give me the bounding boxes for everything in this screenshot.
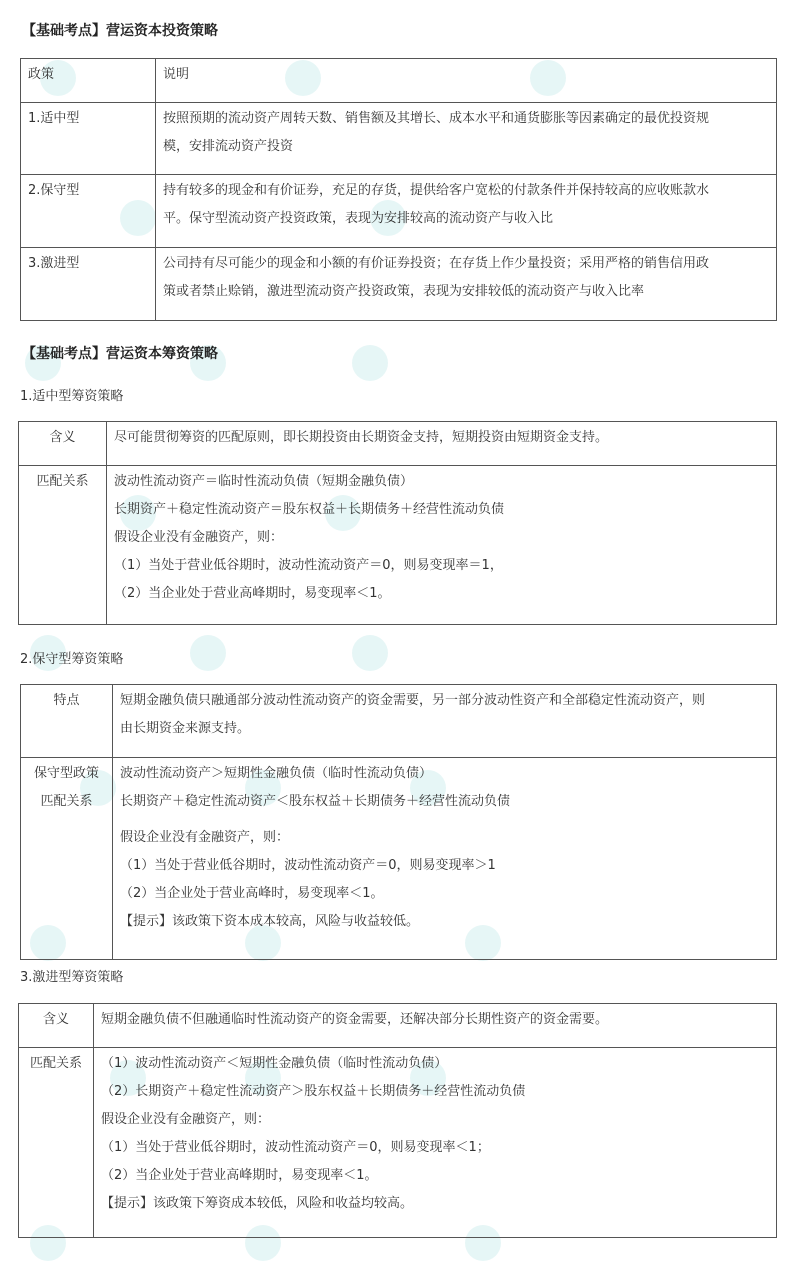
table-row bbox=[21, 103, 777, 175]
moderate-financing-table bbox=[18, 421, 777, 625]
subtitle-conservative-financing: 2.保守型筹资策略 bbox=[20, 652, 124, 667]
table-row bbox=[19, 1004, 777, 1048]
row-content: 尽可能贯彻筹资的匹配原则，即长期投资由长期资金支持，短期投资由短期资金支持。 bbox=[107, 422, 777, 466]
subtitle-moderate-financing: 1.适中型筹资策略 bbox=[20, 389, 124, 404]
row-label: 特点 bbox=[21, 685, 113, 758]
table-row bbox=[19, 1048, 777, 1238]
spacer bbox=[120, 816, 770, 824]
table-row bbox=[21, 685, 777, 758]
watermark-logo bbox=[190, 635, 226, 671]
row-content: 短期金融负债不但融通临时性流动资产的资金需要，还解决部分长期性资产的资金需要。 bbox=[94, 1004, 777, 1048]
watermark-logo bbox=[352, 635, 388, 671]
table-row bbox=[21, 175, 777, 248]
aggressive-financing-table bbox=[18, 1003, 777, 1238]
table-row bbox=[21, 758, 777, 960]
row-label: 匹配关系 bbox=[19, 1048, 94, 1238]
policy-name: 1.适中型 bbox=[21, 103, 156, 175]
row-label: 匹配关系 bbox=[19, 466, 107, 625]
watermark-logo bbox=[352, 345, 388, 381]
policy-name: 3.激进型 bbox=[21, 248, 156, 321]
header-description: 说明 bbox=[156, 59, 777, 103]
row-content: 波动性流动资产＝临时性流动负债（短期金融负债） 长期资产＋稳定性流动资产＝股东权益＋长期债务＋经营性流动负债 假设企业没有金融资产，则： （1）当处于营业低谷期时，波动性流动资产＝0，则易变现率＝1， （2）当企业处于营业高峰期时，易变现率＜1。 bbox=[107, 466, 777, 625]
table-row bbox=[19, 422, 777, 466]
conservative-financing-table bbox=[20, 684, 777, 960]
row-content: 短期金融负债只融通部分波动性流动资产的资金需要，另一部分波动性资产和全部稳定性流动资产，则 由长期资金来源支持。 bbox=[113, 685, 777, 758]
investment-policy-table bbox=[20, 58, 777, 321]
policy-description: 持有较多的现金和有价证券，充足的存货，提供给客户宽松的付款条件并保持较高的应收账款水 平。保守型流动资产投资政策，表现为安排较高的流动资产与收入比 bbox=[156, 175, 777, 248]
policy-name: 2.保守型 bbox=[21, 175, 156, 248]
row-label: 含义 bbox=[19, 1004, 94, 1048]
table-header-row bbox=[21, 59, 777, 103]
subtitle-aggressive-financing: 3.激进型筹资策略 bbox=[20, 970, 124, 985]
policy-description: 公司持有尽可能少的现金和小额的有价证券投资；在存货上作少量投资；采用严格的销售信用政 策或者禁止赊销，激进型流动资产投资政策，表现为安排较低的流动资产与收入比率 bbox=[156, 248, 777, 321]
row-content: （1）波动性流动资产＜短期性金融负债（临时性流动负债） （2）长期资产＋稳定性流动资产＞股东权益＋长期债务＋经营性流动负债 假设企业没有金融资产，则： （1）当处于营业低谷期时，波动性流动资产＝0，则易变现率＜1； （2）当企业处于营业高峰期时，易变现率＜1。 【提示】该政策下筹资成本较低，风险和收益均较高。 bbox=[94, 1048, 777, 1238]
row-label: 保守型政策 匹配关系 bbox=[21, 758, 113, 960]
section-title-financing-strategy: 【基础考点】营运资本筹资策略 bbox=[22, 346, 218, 362]
header-policy: 政策 bbox=[21, 59, 156, 103]
row-label: 含义 bbox=[19, 422, 107, 466]
section-title-investment-strategy: 【基础考点】营运资本投资策略 bbox=[22, 23, 218, 39]
row-content: 波动性流动资产＞短期性金融负债（临时性流动负债） 长期资产＋稳定性流动资产＜股东权益＋长期债务＋经营性流动负债 假设企业没有金融资产，则： （1）当处于营业低谷期时，波动性流动资产＝0，则易变现率＞1 （2）当企业处于营业高峰时，易变现率＜1。 【提示】该政策下资本成本较高，风险与收益较低。 bbox=[113, 758, 777, 960]
table-row bbox=[19, 466, 777, 625]
policy-description: 按照预期的流动资产周转天数、销售额及其增长、成本水平和通货膨胀等因素确定的最优投资规 模，安排流动资产投资 bbox=[156, 103, 777, 175]
table-row bbox=[21, 248, 777, 321]
